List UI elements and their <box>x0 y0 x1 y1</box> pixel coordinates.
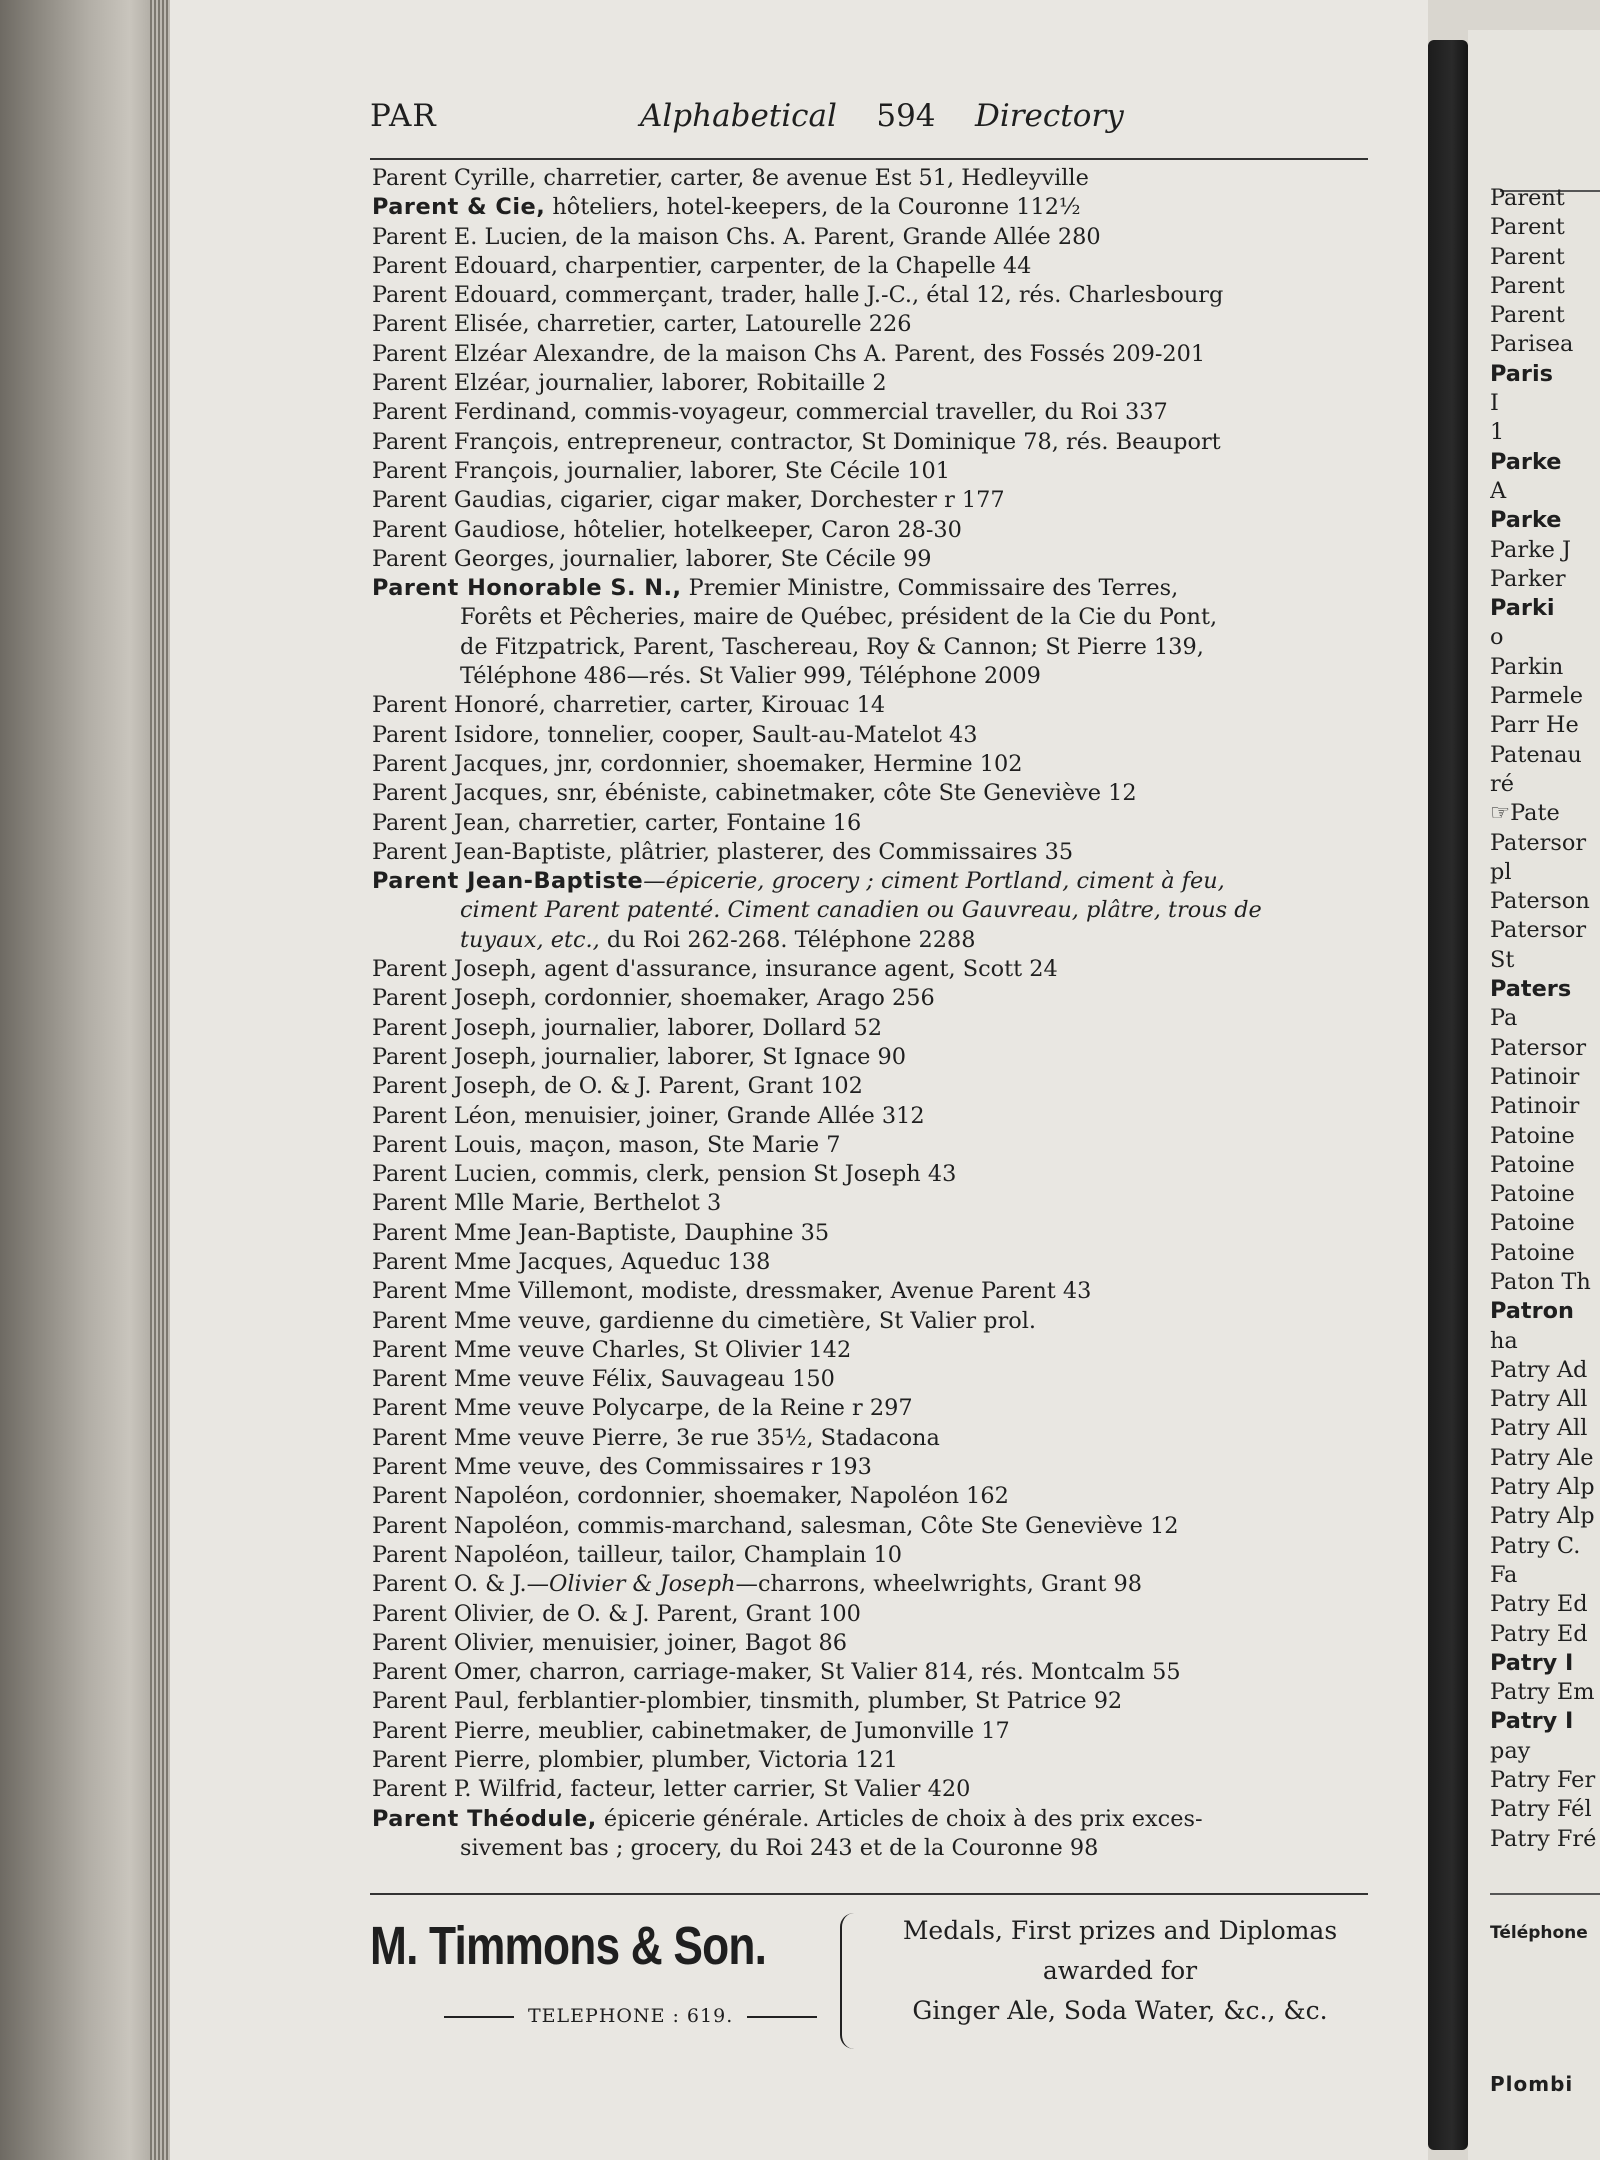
entry-text: —épicerie, grocery ; ciment Portland, ciment à feu, <box>643 868 1225 895</box>
directory-entry <box>372 691 1372 720</box>
right-page-entry: St <box>1490 946 1515 973</box>
right-page-entry: Patron <box>1490 1298 1574 1325</box>
entry-text: Parent Edouard, charpentier, carpenter, de la Chapelle 44 <box>372 252 1032 279</box>
right-page-plomb: Plombi <box>1490 2072 1574 2096</box>
entry-text: Téléphone 486—rés. St Valier 999, Téléphone 2009 <box>460 663 1041 690</box>
directory-entry <box>372 252 1372 281</box>
right-page-column <box>1490 184 1600 1854</box>
entry-text: Parent Mme Jean-Baptiste, Dauphine 35 <box>372 1219 830 1246</box>
ad-company-name: M. Timmons & Son. <box>370 1916 767 1976</box>
page-edges <box>150 0 170 2160</box>
directory-entry-continuation <box>372 662 1372 691</box>
directory-entry <box>372 867 1372 896</box>
header-rule <box>370 158 1368 160</box>
directory-entry-continuation <box>372 603 1372 632</box>
directory-entry <box>372 1717 1372 1746</box>
directory-entry <box>372 574 1372 603</box>
entry-text: Parent Paul, ferblantier-plombier, tinsmith, plumber, St Patrice 92 <box>372 1688 1123 1715</box>
right-page-entry: pay <box>1490 1737 1531 1764</box>
book-spine <box>0 0 170 2160</box>
entry-text: Parent Elzéar Alexandre, de la maison Chs A. Parent, des Fossés 209-201 <box>372 340 1206 367</box>
directory-entry <box>372 1775 1372 1804</box>
page-header <box>370 98 1368 148</box>
directory-entry <box>372 369 1372 398</box>
right-page-entry: Patry Ad <box>1490 1356 1588 1383</box>
right-page-entry: Patoine <box>1490 1122 1575 1149</box>
entry-text: Forêts et Pêcheries, maire de Québec, président de la Cie du Pont, <box>460 604 1218 631</box>
right-page-entry: Patoine <box>1490 1210 1575 1237</box>
dash-right <box>747 2016 817 2018</box>
entry-text: Parent Mlle Marie, Berthelot 3 <box>372 1190 722 1217</box>
entry-text: Parent Isidore, tonnelier, cooper, Sault-au-Matelot 43 <box>372 721 978 748</box>
dash-left <box>444 2016 514 2018</box>
entry-text: Parent Lucien, commis, clerk, pension St Joseph 43 <box>372 1161 957 1188</box>
entry-text: Parent Mme veuve Pierre, 3e rue 35½, Stadacona <box>372 1424 940 1451</box>
directory-entry <box>372 1394 1372 1423</box>
directory-entry <box>372 1541 1372 1570</box>
entry-text: Parent Napoléon, commis-marchand, salesman, Côte Ste Geneviève 12 <box>372 1512 1179 1539</box>
right-page-entry: Patinoir <box>1490 1093 1580 1120</box>
right-page-entry: Patry Alp <box>1490 1474 1595 1501</box>
directory-entry <box>372 1072 1372 1101</box>
directory-entry <box>372 428 1372 457</box>
entry-text: Parent Elzéar, journalier, laborer, Robitaille 2 <box>372 370 887 397</box>
right-page-entry: Patoine <box>1490 1181 1575 1208</box>
directory-entry-continuation <box>372 896 1372 925</box>
right-page-entry: Parki <box>1490 595 1555 622</box>
directory-entry <box>372 1453 1372 1482</box>
directory-entry <box>372 1482 1372 1511</box>
ad-telephone <box>430 2005 831 2027</box>
right-page-entry: Patoine <box>1490 1151 1575 1178</box>
entry-text: Parent Mme veuve, gardienne du cimetière, St Valier prol. <box>372 1307 1036 1334</box>
footer-rule <box>370 1893 1368 1895</box>
entry-text: Parent Joseph, journalier, laborer, Dollard 52 <box>372 1014 882 1041</box>
entry-text: Parent & Cie, <box>372 194 546 221</box>
entry-text: hôteliers, hotel-keepers, de la Couronne 112½ <box>545 194 1081 221</box>
entry-text: Parent Ferdinand, commis-voyageur, commercial traveller, du Roi 337 <box>372 399 1168 426</box>
entry-text: Parent Mme veuve Charles, St Olivier 142 <box>372 1336 852 1363</box>
directory-entry <box>372 1629 1372 1658</box>
directory-entry <box>372 398 1372 427</box>
right-page-entry: Patry All <box>1490 1386 1588 1413</box>
ad-brace <box>840 1913 856 2049</box>
entry-text: Parent Olivier, menuisier, joiner, Bagot 86 <box>372 1629 847 1656</box>
directory-entry-continuation <box>372 926 1372 955</box>
entry-text: Parent Napoléon, tailleur, tailor, Champlain 10 <box>372 1541 902 1568</box>
entry-text: tuyaux, etc., <box>460 926 600 953</box>
directory-entry <box>372 310 1372 339</box>
directory-entry <box>372 1365 1372 1394</box>
entry-text: Parent Cyrille, charretier, carter, 8e avenue Est 51, Hedleyville <box>372 165 1089 191</box>
directory-entry <box>372 1658 1372 1687</box>
directory-entry <box>372 1424 1372 1453</box>
directory-entry <box>372 164 1372 193</box>
right-page-entry: o <box>1490 624 1504 651</box>
entry-text: Parent François, journalier, laborer, Ste Cécile 101 <box>372 457 950 484</box>
entry-text: Parent Mme Villemont, modiste, dressmaker, Avenue Parent 43 <box>372 1278 1092 1305</box>
right-page-entry: Fa <box>1490 1561 1518 1588</box>
directory-entry <box>372 1219 1372 1248</box>
entry-text: ciment Parent patenté. Ciment canadien ou Gauvreau, plâtre, trous de <box>460 897 1262 924</box>
entry-text: Parent Pierre, plombier, plumber, Victoria 121 <box>372 1747 898 1774</box>
entry-text: Parent Omer, charron, carriage-maker, St Valier 814, rés. Montcalm 55 <box>372 1659 1181 1686</box>
right-page-entry: Parisea <box>1490 331 1574 358</box>
section-label: PAR <box>370 98 437 134</box>
entry-text: Parent Jacques, snr, ébéniste, cabinetmaker, côte Ste Geneviève 12 <box>372 780 1137 807</box>
directory-entry <box>372 809 1372 838</box>
entry-text: Parent P. Wilfrid, facteur, letter carrier, St Valier 420 <box>372 1776 971 1803</box>
directory-entry <box>372 1248 1372 1277</box>
right-page-entry: Paris <box>1490 360 1553 387</box>
directory-entry <box>372 1746 1372 1775</box>
entry-text: Parent E. Lucien, de la maison Chs. A. Parent, Grande Allée 280 <box>372 223 1101 250</box>
directory-entry <box>372 1805 1372 1834</box>
entry-text: Parent Jean, charretier, carter, Fontaine 16 <box>372 809 862 836</box>
entry-text: Parent Mme veuve Polycarpe, de la Reine r 297 <box>372 1395 913 1422</box>
directory-entry <box>372 750 1372 779</box>
right-page-entry: Parent <box>1490 272 1565 299</box>
entry-text: Parent Mme veuve Félix, Sauvageau 150 <box>372 1366 835 1393</box>
right-page-entry: Patry I <box>1490 1649 1574 1676</box>
right-page-entry: Patry Ed <box>1490 1591 1588 1618</box>
directory-entry <box>372 1277 1372 1306</box>
ad-line: awarded for <box>1042 1956 1198 1985</box>
entry-text: du Roi 262-268. Téléphone 2288 <box>599 926 976 953</box>
right-page-entry: Paton Th <box>1490 1268 1591 1295</box>
advertisement <box>370 1905 1370 2055</box>
directory-entries <box>372 164 1372 1863</box>
directory-entry-continuation <box>372 1834 1372 1863</box>
right-page-entry: Parke <box>1490 507 1562 534</box>
right-page-entry: pl <box>1490 858 1512 885</box>
entry-text: Parent Napoléon, cordonnier, shoemaker, Napoléon 162 <box>372 1483 1009 1510</box>
right-page-entry: ré <box>1490 770 1514 797</box>
right-page-footer-rule <box>1490 1893 1600 1895</box>
entry-text: Parent Gaudiose, hôtelier, hotelkeeper, Caron 28-30 <box>372 516 962 543</box>
directory-entry <box>372 1189 1372 1218</box>
directory-entry <box>372 1102 1372 1131</box>
directory-entry <box>372 1600 1372 1629</box>
entry-text: —charrons, wheelwrights, Grant 98 <box>735 1571 1143 1598</box>
book-gutter <box>1428 40 1468 2150</box>
right-page-entry: Parent <box>1490 243 1565 270</box>
entry-text: Parent Joseph, cordonnier, shoemaker, Arago 256 <box>372 985 935 1012</box>
ad-telephone-text: TELEPHONE : 619. <box>528 2005 734 2027</box>
directory-entry <box>372 281 1372 310</box>
entry-text: Parent Joseph, journalier, laborer, St Ignace 90 <box>372 1043 907 1070</box>
right-page-entry: ha <box>1490 1327 1518 1354</box>
right-page-entry: Parent <box>1490 185 1565 211</box>
directory-entry <box>372 779 1372 808</box>
running-title <box>640 98 1124 134</box>
running-title-left: Alphabetical <box>640 98 837 134</box>
right-page-entry: Parent <box>1490 302 1565 329</box>
right-page-entry: 1 <box>1490 419 1505 446</box>
right-page-entry: Patry Ed <box>1490 1620 1588 1647</box>
entry-text: Parent Pierre, meublier, cabinetmaker, de Jumonville 17 <box>372 1717 1010 1744</box>
directory-entry <box>372 1512 1372 1541</box>
directory-entry <box>372 1570 1372 1599</box>
directory-entry-continuation <box>372 633 1372 662</box>
entry-text: Parent Olivier, de O. & J. Parent, Grant 100 <box>372 1600 861 1627</box>
entry-text: Parent Jean-Baptiste, plâtrier, plasterer, des Commissaires 35 <box>372 838 1074 865</box>
entry-text: Parent Louis, maçon, mason, Ste Marie 7 <box>372 1131 841 1158</box>
entry-text: de Fitzpatrick, Parent, Taschereau, Roy & Cannon; St Pierre 139, <box>460 633 1204 660</box>
directory-entry <box>372 193 1372 222</box>
entry-text: Parent Honoré, charretier, carter, Kirouac 14 <box>372 692 886 719</box>
right-page-entry: Patry Ale <box>1490 1444 1594 1471</box>
entry-text: Parent Mme veuve, des Commissaires r 193 <box>372 1454 872 1481</box>
entry-text: Parent Jacques, jnr, cordonnier, shoemaker, Hermine 102 <box>372 750 1023 777</box>
entry-text: Parent Mme Jacques, Aqueduc 138 <box>372 1248 771 1275</box>
right-page-entry: Patersor <box>1490 1034 1587 1061</box>
entry-text: Parent Théodule, <box>372 1805 597 1832</box>
ad-description <box>870 1911 1370 2031</box>
right-page-entry: Patinoir <box>1490 1063 1580 1090</box>
right-page-entry: Parke <box>1490 448 1562 475</box>
entry-text: Parent Georges, journalier, laborer, Ste Cécile 99 <box>372 545 932 572</box>
directory-entry <box>372 1687 1372 1716</box>
right-page-entry: Patenau <box>1490 741 1582 768</box>
right-page-entry: Patersor <box>1490 829 1587 856</box>
right-page-entry: Patry All <box>1490 1415 1588 1442</box>
directory-entry <box>372 1043 1372 1072</box>
directory-entry <box>372 545 1372 574</box>
directory-entry <box>372 1307 1372 1336</box>
directory-entry <box>372 340 1372 369</box>
right-page-entry: Patoine <box>1490 1239 1575 1266</box>
directory-entry <box>372 838 1372 867</box>
right-page-entry: Patry Alp <box>1490 1503 1595 1530</box>
entry-text: Parent François, entrepreneur, contractor, St Dominique 78, rés. Beauport <box>372 428 1221 455</box>
right-page-entry: I <box>1490 390 1499 417</box>
ad-line: Medals, First prizes and Diplomas <box>902 1916 1338 1945</box>
right-page-entry: Parker <box>1490 565 1566 592</box>
entry-text: Parent Léon, menuisier, joiner, Grande Allée 312 <box>372 1102 925 1129</box>
right-page-entry: Parmele <box>1490 683 1584 710</box>
entry-text: Premier Ministre, Commissaire des Terres, <box>681 575 1179 602</box>
right-page-entry: Patry Fer <box>1490 1767 1596 1794</box>
entry-text: Parent Joseph, agent d'assurance, insurance agent, Scott 24 <box>372 956 1058 983</box>
directory-entry <box>372 955 1372 984</box>
directory-entry <box>372 486 1372 515</box>
directory-entry <box>372 457 1372 486</box>
right-page-entry: Patry C. <box>1490 1532 1581 1559</box>
right-page-telephone: Téléphone <box>1490 1923 1588 1943</box>
right-page-entry: Patry Em <box>1490 1679 1595 1706</box>
right-page-entry: ☞Pate <box>1490 800 1560 827</box>
right-page-entry: Parr He <box>1490 712 1579 739</box>
entry-text: sivement bas ; grocery, du Roi 243 et de la Couronne 98 <box>460 1834 1099 1861</box>
entry-text: Parent Jean-Baptiste <box>372 868 644 895</box>
entry-text: Parent Gaudias, cigarier, cigar maker, Dorchester r 177 <box>372 487 1005 514</box>
right-page-entry: Parke J <box>1490 536 1572 563</box>
right-page-entry: Paters <box>1490 976 1572 1003</box>
right-page-entry: Patersor <box>1490 917 1587 944</box>
directory-entry <box>372 1014 1372 1043</box>
directory-entry <box>372 516 1372 545</box>
ad-line: Ginger Ale, Soda Water, &c., &c. <box>912 1996 1328 2025</box>
directory-entry <box>372 1131 1372 1160</box>
directory-entry <box>372 223 1372 252</box>
right-page-entry: Pa <box>1490 1005 1518 1032</box>
entry-text: Parent Joseph, de O. & J. Parent, Grant 102 <box>372 1073 863 1100</box>
running-title-right: Directory <box>974 98 1124 134</box>
right-page-entry: A <box>1490 477 1507 504</box>
right-page-entry: Patry Fré <box>1490 1825 1597 1852</box>
entry-text: Parent Elisée, charretier, carter, Latourelle 226 <box>372 311 912 338</box>
right-page-entry: Patry I <box>1490 1708 1574 1735</box>
right-page-entry: Patry Fél <box>1490 1796 1592 1823</box>
directory-entry <box>372 721 1372 750</box>
entry-text: Parent Edouard, commerçant, trader, halle J.-C., étal 12, rés. Charlesbourg <box>372 282 1224 309</box>
entry-text: Parent O. & J.— <box>372 1571 549 1598</box>
directory-entry <box>372 1160 1372 1189</box>
right-page-entry: Parent <box>1490 214 1565 241</box>
directory-entry <box>372 1336 1372 1365</box>
right-page-entry: Parkin <box>1490 653 1564 680</box>
entry-text: Parent Honorable S. N., <box>372 575 682 602</box>
entry-text: épicerie générale. Articles de choix à des prix exces- <box>596 1805 1203 1832</box>
entry-text: Olivier & Joseph <box>548 1571 736 1598</box>
page-number: 594 <box>876 98 936 134</box>
right-page-entry: Paterson <box>1490 888 1590 915</box>
directory-entry <box>372 984 1372 1013</box>
